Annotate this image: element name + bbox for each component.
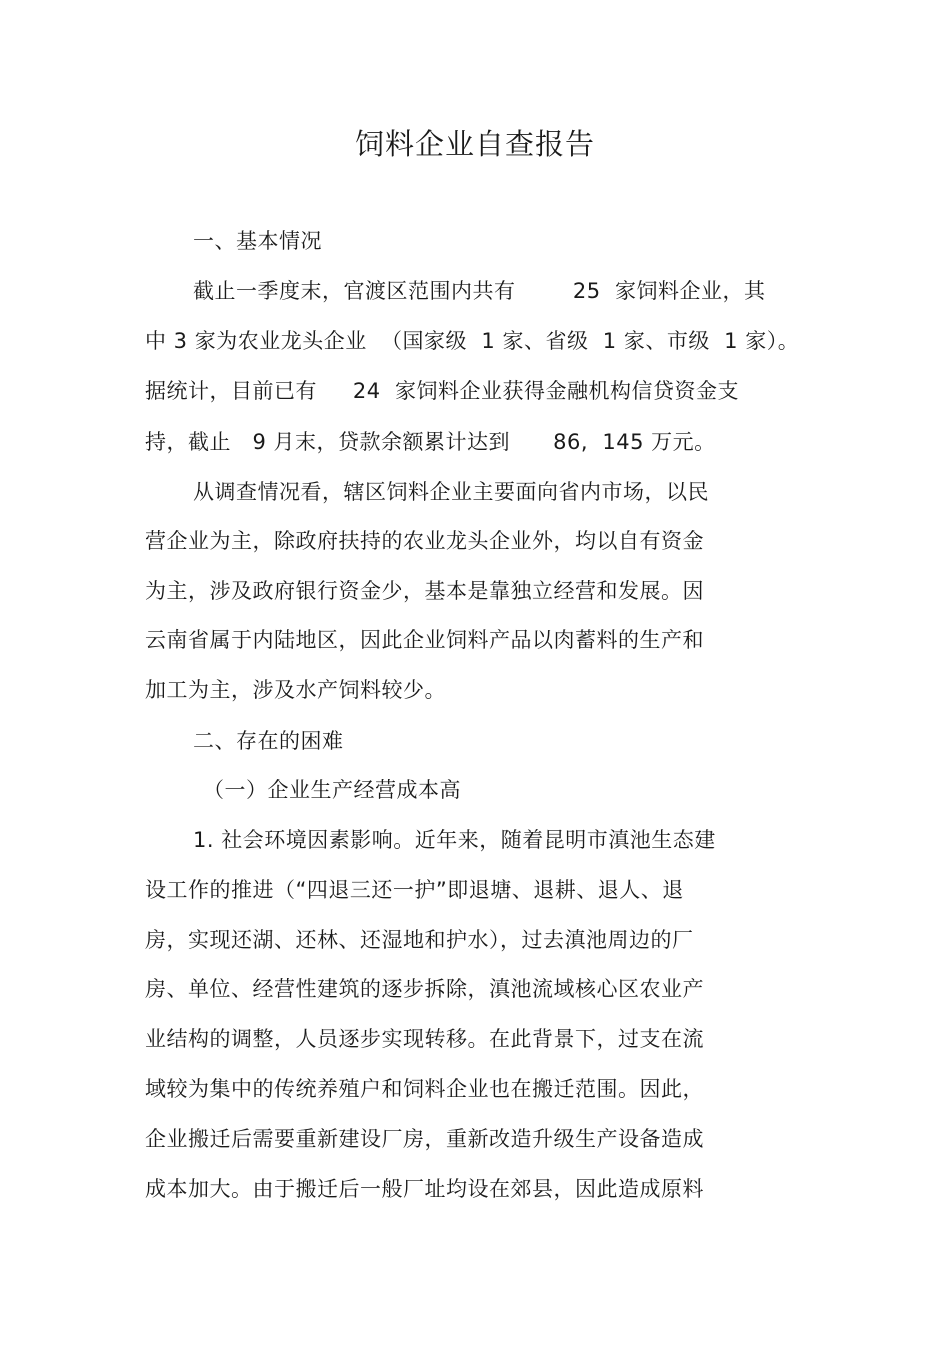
paragraph-line: 据统计，目前已有 24 家饲料企业获得金融机构信贷资金支: [145, 379, 739, 403]
section-heading-difficulties: 二、存在的困难: [193, 729, 344, 753]
paragraph-line: 企业搬迁后需要重新建设厂房，重新改造升级生产设备造成: [145, 1127, 704, 1151]
paragraph-line: 域较为集中的传统养殖户和饲料企业也在搬迁范围。因此，: [145, 1077, 704, 1101]
paragraph-line: 营企业为主，除政府扶持的农业龙头企业外，均以自有资金: [145, 529, 704, 553]
paragraph-line: 设工作的推进（“四退三还一护”即退塘、退耕、退人、退: [145, 878, 684, 902]
paragraph-line: 持，截止 9 月末，贷款余额累计达到 86, 145 万元。: [145, 430, 716, 454]
paragraph-line: 业结构的调整，人员逐步实现转移。在此背景下，过支在流: [145, 1027, 704, 1051]
document-title: 饲料企业自查报告: [354, 127, 595, 161]
paragraph-line: 1. 社会环境因素影响。近年来，随着昆明市滇池生态建: [193, 828, 716, 852]
paragraph-line: 房，实现还湖、还林、还湿地和护水），过去滇池周边的厂: [145, 928, 694, 952]
paragraph-line: 截止一季度末，官渡区范围内共有 25 家饲料企业，其: [193, 279, 766, 303]
paragraph-line: 成本加大。由于搬迁后一般厂址均设在郊县，因此造成原料: [145, 1177, 704, 1201]
paragraph-line: 云南省属于内陆地区，因此企业饲料产品以肉蓄料的生产和: [145, 628, 704, 652]
paragraph-line: 加工为主，涉及水产饲料较少。: [145, 678, 446, 702]
paragraph-line: 房、单位、经营性建筑的逐步拆除，滇池流域核心区农业产: [145, 977, 704, 1001]
paragraph-line: 中 3 家为农业龙头企业 （国家级 1 家、省级 1 家、市级 1 家）。: [145, 329, 800, 353]
paragraph-line: 从调查情况看，辖区饲料企业主要面向省内市场，以民: [193, 480, 709, 504]
subsection-heading-high-cost: （一）企业生产经营成本高: [203, 778, 461, 802]
paragraph-line: 为主，涉及政府银行资金少，基本是靠独立经营和发展。因: [145, 579, 704, 603]
section-heading-basic-situation: 一、基本情况: [193, 229, 322, 253]
